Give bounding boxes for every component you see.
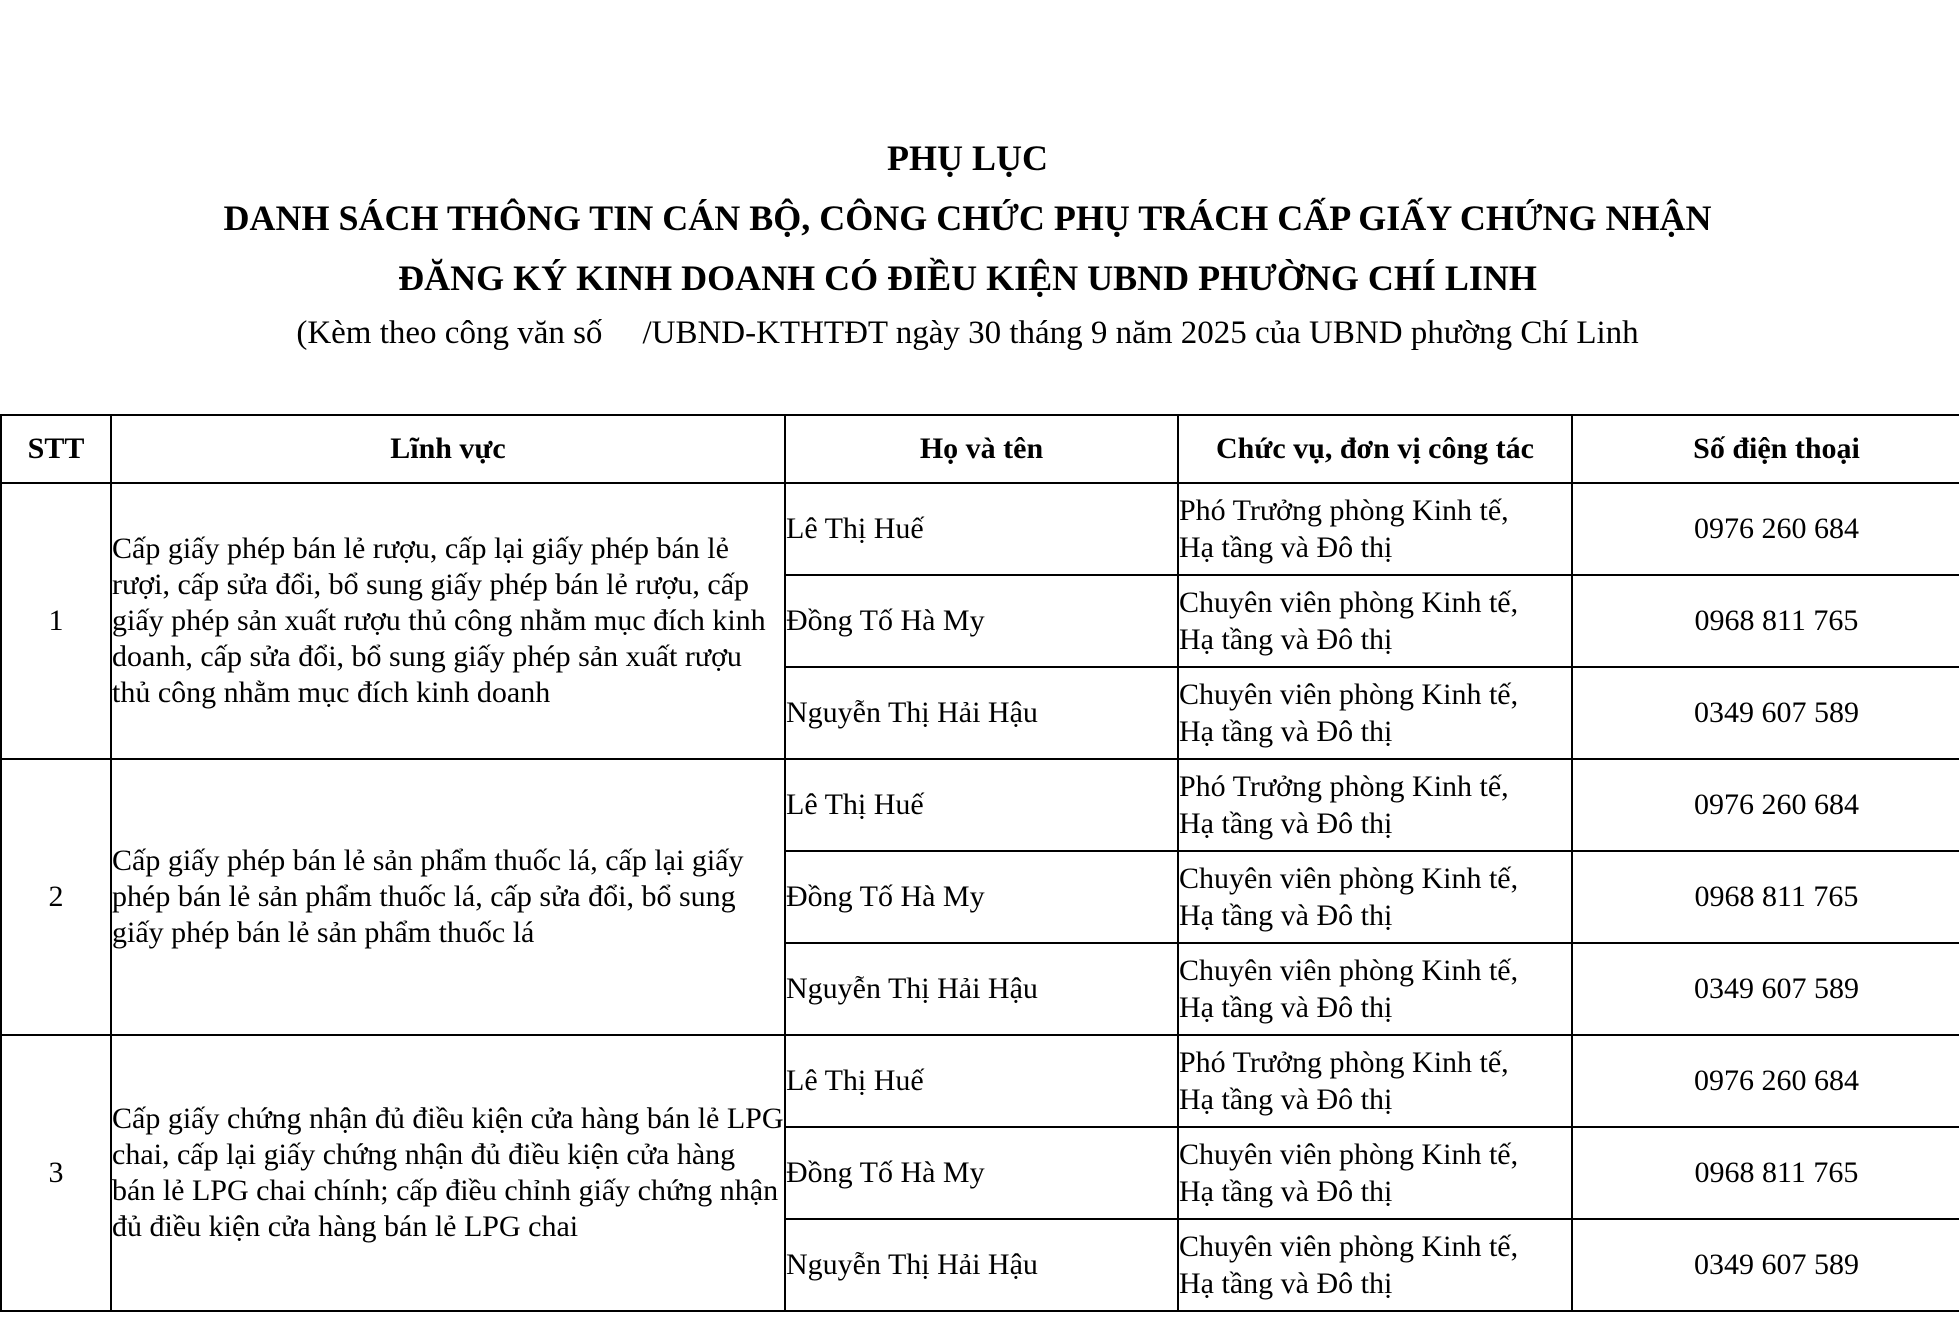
- staff-position-line-2: Hạ tầng và Đô thị: [1179, 1083, 1393, 1116]
- staff-phone: 0349 607 589: [1572, 1219, 1959, 1311]
- staff-phone: 0976 260 684: [1572, 759, 1959, 851]
- staff-position-line-1: Chuyên viên phòng Kinh tế,: [1179, 1230, 1519, 1263]
- row-stt: 2: [1, 759, 111, 1035]
- staff-name: Lê Thị Huế: [785, 759, 1178, 851]
- staff-position: [1178, 667, 1572, 759]
- staff-position-line-2: Hạ tầng và Đô thị: [1179, 1267, 1393, 1300]
- subtitle-part-1: (Kèm theo công văn số: [296, 315, 603, 351]
- staff-phone: 0976 260 684: [1572, 483, 1959, 575]
- subtitle-part-2: /UBND-KTHTĐT ngày 30 tháng 9 năm 2025 của UBND phường Chí Linh: [642, 315, 1639, 351]
- staff-table: [0, 414, 1959, 1312]
- document-subtitle: [0, 308, 1935, 358]
- staff-position-line-1: Phó Trưởng phòng Kinh tế,: [1179, 1046, 1509, 1079]
- staff-position: [1178, 1219, 1572, 1311]
- staff-position: [1178, 943, 1572, 1035]
- document-header: [0, 128, 1935, 358]
- document-title-line-1: DANH SÁCH THÔNG TIN CÁN BỘ, CÔNG CHỨC PHỤ TRÁCH CẤP GIẤY CHỨNG NHẬN: [223, 198, 1712, 238]
- column-header-field: Lĩnh vực: [111, 415, 785, 483]
- staff-position-line-1: Chuyên viên phòng Kinh tế,: [1179, 678, 1519, 711]
- staff-name: Nguyễn Thị Hải Hậu: [785, 1219, 1178, 1311]
- staff-position: [1178, 1035, 1572, 1127]
- column-header-position: Chức vụ, đơn vị công tác: [1178, 415, 1572, 483]
- staff-position-line-2: Hạ tầng và Đô thị: [1179, 807, 1393, 840]
- staff-position-line-1: Chuyên viên phòng Kinh tế,: [1179, 586, 1519, 619]
- staff-position-line-2: Hạ tầng và Đô thị: [1179, 623, 1393, 656]
- staff-phone: 0968 811 765: [1572, 1127, 1959, 1219]
- staff-position: [1178, 575, 1572, 667]
- staff-name: Nguyễn Thị Hải Hậu: [785, 667, 1178, 759]
- staff-position-line-1: Phó Trưởng phòng Kinh tế,: [1179, 770, 1509, 803]
- staff-phone: 0349 607 589: [1572, 943, 1959, 1035]
- staff-phone: 0349 607 589: [1572, 667, 1959, 759]
- staff-position: [1178, 759, 1572, 851]
- staff-position-line-2: Hạ tầng và Đô thị: [1179, 1175, 1393, 1208]
- staff-name: Đồng Tố Hà My: [785, 1127, 1178, 1219]
- table-row: [1, 1035, 1959, 1127]
- appendix-title: PHỤ LỤC: [887, 138, 1048, 178]
- staff-name: Đồng Tố Hà My: [785, 851, 1178, 943]
- document-title-line-2: ĐĂNG KÝ KINH DOANH CÓ ĐIỀU KIỆN UBND PHƯỜNG CHÍ LINH: [398, 258, 1537, 298]
- staff-position: [1178, 483, 1572, 575]
- staff-name: Lê Thị Huế: [785, 1035, 1178, 1127]
- row-field: Cấp giấy chứng nhận đủ điều kiện cửa hàng bán lẻ LPG chai, cấp lại giấy chứng nhận đủ điều kiện cửa hàng bán lẻ LPG chai chính; cấp điều chỉnh giấy chứng nhận đủ điều kiện cửa hàng bán lẻ LPG chai: [111, 1035, 785, 1311]
- staff-position-line-1: Chuyên viên phòng Kinh tế,: [1179, 1138, 1519, 1171]
- staff-position-line-2: Hạ tầng và Đô thị: [1179, 531, 1393, 564]
- staff-phone: 0968 811 765: [1572, 851, 1959, 943]
- staff-position-line-2: Hạ tầng và Đô thị: [1179, 899, 1393, 932]
- staff-position-line-1: Chuyên viên phòng Kinh tế,: [1179, 954, 1519, 987]
- row-stt: 1: [1, 483, 111, 759]
- table-row: [1, 483, 1959, 575]
- column-header-stt: STT: [1, 415, 111, 483]
- staff-name: Lê Thị Huế: [785, 483, 1178, 575]
- column-header-phone: Số điện thoại: [1572, 415, 1959, 483]
- table-row: [1, 759, 1959, 851]
- staff-phone: 0968 811 765: [1572, 575, 1959, 667]
- row-stt: 3: [1, 1035, 111, 1311]
- table-body: [1, 483, 1959, 1311]
- staff-phone: 0976 260 684: [1572, 1035, 1959, 1127]
- table-header-row: [1, 415, 1959, 483]
- staff-position-line-2: Hạ tầng và Đô thị: [1179, 715, 1393, 748]
- row-field: Cấp giấy phép bán lẻ sản phẩm thuốc lá, cấp lại giấy phép bán lẻ sản phẩm thuốc lá, cấp sửa đổi, bổ sung giấy phép bán lẻ sản phẩm thuốc lá: [111, 759, 785, 1035]
- staff-name: Đồng Tố Hà My: [785, 575, 1178, 667]
- staff-position: [1178, 851, 1572, 943]
- column-header-name: Họ và tên: [785, 415, 1178, 483]
- staff-name: Nguyễn Thị Hải Hậu: [785, 943, 1178, 1035]
- row-field: Cấp giấy phép bán lẻ rượu, cấp lại giấy phép bán lẻ rượi, cấp sửa đổi, bổ sung giấy phép bán lẻ rượu, cấp giấy phép sản xuất rượu thủ công nhằm mục đích kinh doanh, cấp sửa đổi, bổ sung giấy phép sản xuất rượu thủ công nhằm mục đích kinh doanh: [111, 483, 785, 759]
- staff-position-line-2: Hạ tầng và Đô thị: [1179, 991, 1393, 1024]
- staff-position-line-1: Phó Trưởng phòng Kinh tế,: [1179, 494, 1509, 527]
- staff-position-line-1: Chuyên viên phòng Kinh tế,: [1179, 862, 1519, 895]
- staff-position: [1178, 1127, 1572, 1219]
